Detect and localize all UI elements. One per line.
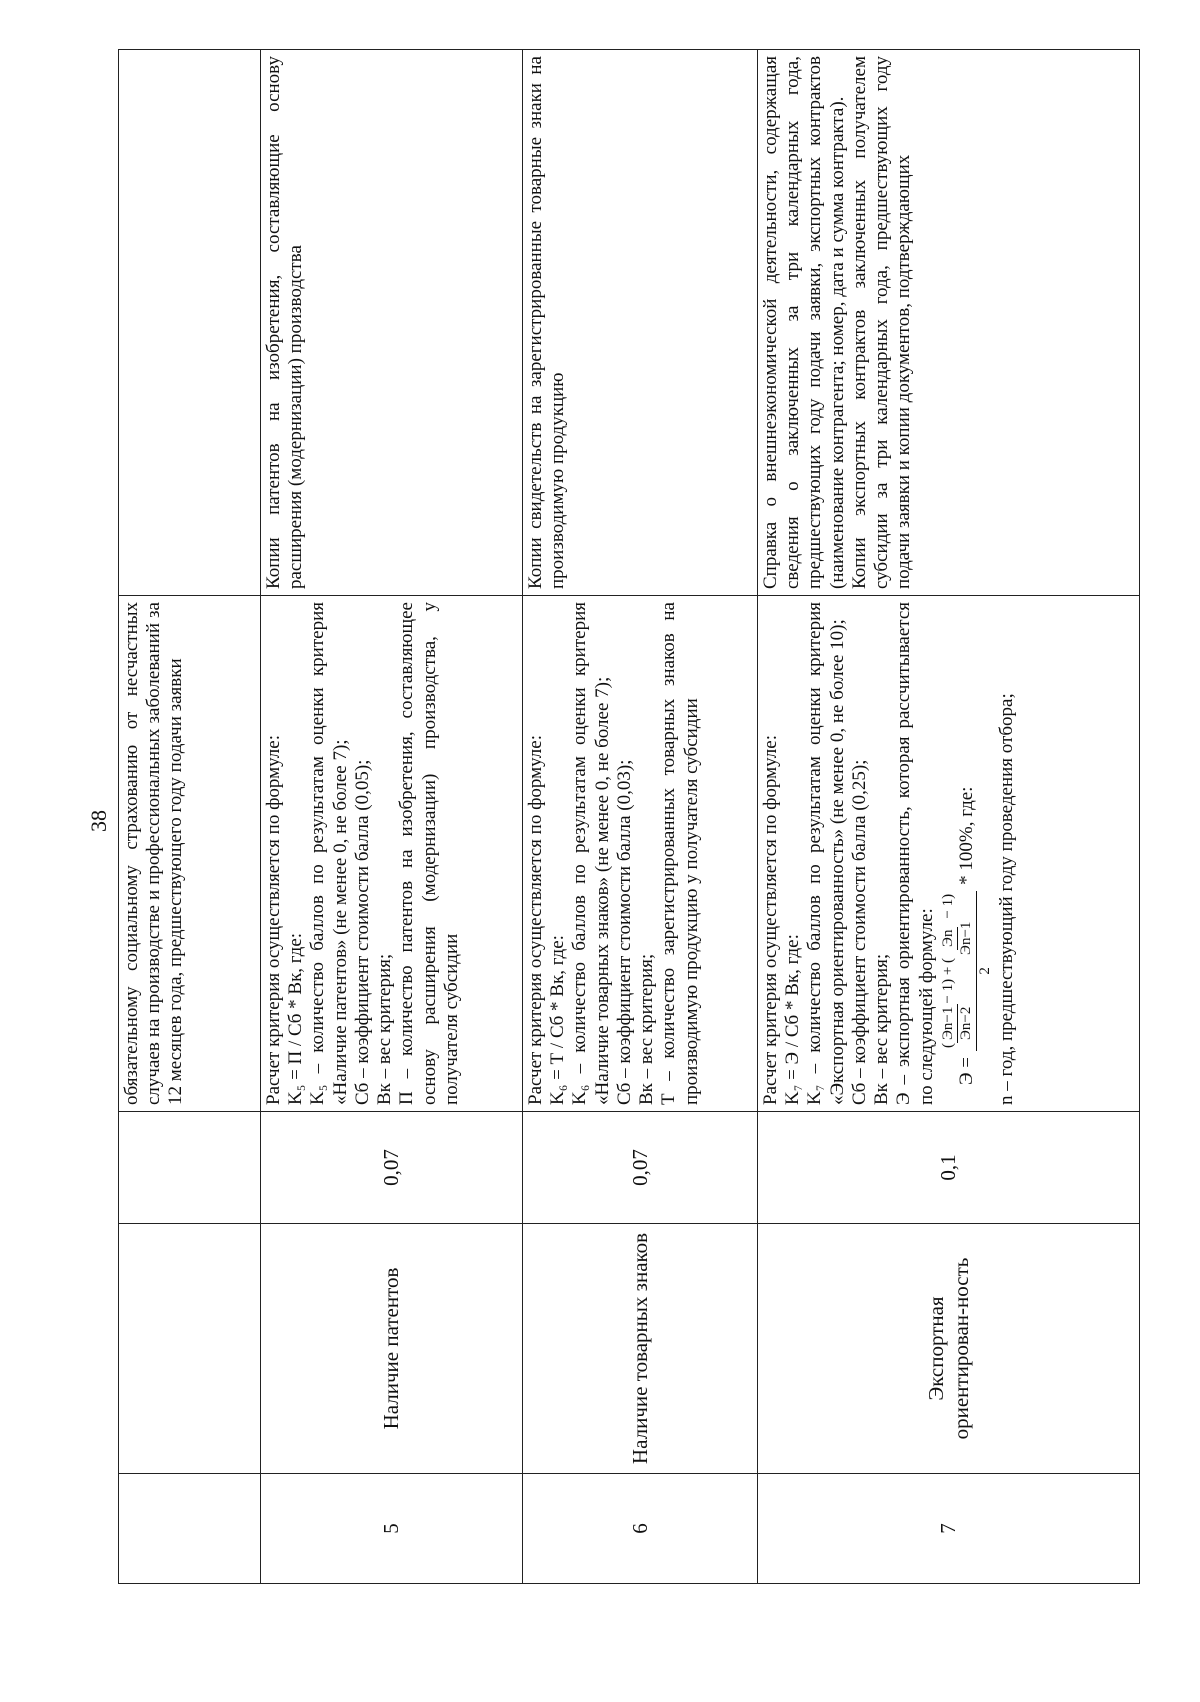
page-number: 38 bbox=[86, 810, 111, 832]
criterion-weight: 0,07 bbox=[523, 1112, 758, 1224]
formula-denominator: 2 bbox=[976, 967, 993, 975]
inner-fraction-a bbox=[940, 1004, 976, 1043]
weight-cell bbox=[119, 1112, 261, 1224]
inner-b-top: Эn bbox=[940, 927, 959, 950]
inner-fraction-b bbox=[940, 919, 976, 958]
table-row bbox=[261, 50, 523, 1584]
num-cell bbox=[119, 1474, 261, 1584]
method-line: Cб – коэффициент стоимости балла (0,05); bbox=[351, 759, 373, 1105]
documents-cell bbox=[758, 50, 1140, 596]
inner-a-bottom: Эn−2 bbox=[958, 1006, 975, 1040]
numerator-open: ( bbox=[939, 1042, 956, 1048]
formula-fraction bbox=[940, 891, 995, 1051]
method-line: K₅ = П / Cб * Bк, где: bbox=[285, 932, 307, 1105]
table-row bbox=[523, 50, 758, 1584]
name-cell bbox=[119, 1224, 261, 1474]
criterion-name: Экспортная ориентирован-ность bbox=[758, 1224, 1140, 1474]
method-line: K₇ – количество баллов по результатам оценки критерия «Экспортная ориентированность» (не менее 0, не более 10); bbox=[804, 602, 848, 1105]
export-formula bbox=[940, 602, 995, 1085]
continuation-text: обязательному социальному страхованию от несчастных случаев на производстве и профессиональных заболеваний за 12 месяцев года, предшествующего году подачи заявки bbox=[119, 596, 261, 1112]
method-line: Т – количество зарегистрированных товарных знаков на производимую продукцию у получателя субсидии bbox=[658, 602, 702, 1105]
numerator-mid: − 1) + ( bbox=[939, 957, 956, 1004]
formula-numerator bbox=[940, 891, 977, 1051]
method-cell bbox=[758, 596, 1140, 1112]
criterion-weight: 0,1 bbox=[758, 1112, 1140, 1224]
method-line: Расчет критерия осуществляется по формуле: bbox=[760, 735, 781, 1105]
table-row bbox=[119, 50, 261, 1584]
inner-b-bottom: Эn−1 bbox=[958, 921, 975, 955]
row-number: 7 bbox=[758, 1474, 1140, 1584]
method-line: Bк – вес критерия; bbox=[374, 953, 396, 1105]
method-cell bbox=[261, 596, 523, 1112]
method-line: Расчет критерия осуществляется по формуле: bbox=[525, 735, 546, 1105]
numerator-end: − 1) bbox=[939, 893, 956, 919]
method-line: K₅ – количество баллов по результатам оценки критерия «Наличие патентов» (не менее 0, не более 7); bbox=[307, 602, 351, 1105]
documents-text: Копии свидетельств на зарегистрированные товарные знаки на производимую продукцию bbox=[523, 50, 758, 596]
criteria-table bbox=[118, 49, 1140, 1584]
method-line: Э – экспортная ориентированность, которая рассчитывается по следующей формуле: bbox=[893, 602, 937, 1105]
documents-line: Справка о внешнеэкономической деятельности, содержащая сведения о заключенных за три календарных года, предшествующих году подачи заявки, экспортных контрактов (наименование контрагента; номер, дата и сумма контракта). bbox=[760, 56, 848, 589]
method-cell bbox=[523, 596, 758, 1112]
table-row bbox=[758, 50, 1140, 1584]
method-line: K₆ – количество баллов по результатам оценки критерия «Наличие товарных знаков» (не менее 0, не более 7); bbox=[569, 602, 613, 1105]
criterion-weight: 0,07 bbox=[261, 1112, 523, 1224]
method-line: Расчет критерия осуществляется по формуле: bbox=[263, 735, 284, 1105]
documents-line: Копии экспортных контрактов заключенных получателем субсидии за три календарных года, предшествующих году подачи заявки и копии документов, подтверждающих bbox=[848, 56, 915, 589]
criterion-name: Наличие патентов bbox=[261, 1224, 523, 1474]
method-line: Cб – коэффициент стоимости балла (0,03); bbox=[613, 759, 635, 1105]
inner-a-top: Эn−1 bbox=[940, 1004, 959, 1043]
formula-tail: * 100%, где: bbox=[955, 786, 977, 885]
documents-cell bbox=[119, 50, 261, 596]
documents-text: Копии патентов на изобретения, составляющие основу расширения (модернизации) производства bbox=[261, 50, 523, 596]
row-number: 5 bbox=[261, 1474, 523, 1584]
method-line: K₆ = Т / Cб * Bк, где: bbox=[547, 935, 569, 1105]
method-line: K₇ = Э / Cб * Bк, где: bbox=[782, 934, 804, 1105]
row-number: 6 bbox=[523, 1474, 758, 1584]
method-line: n – год, предшествующий году проведения отбора; bbox=[996, 693, 1018, 1105]
method-line: Bк – вес критерия; bbox=[871, 953, 893, 1105]
method-line: П – количество патентов на изобретения, составляющее основу расширения (модернизации) производства, у получателя субсидии bbox=[396, 602, 462, 1105]
method-line: Cб – коэффициент стоимости балла (0,25); bbox=[848, 759, 870, 1105]
method-line: Bк – вес критерия; bbox=[636, 953, 658, 1105]
criterion-name: Наличие товарных знаков bbox=[523, 1224, 758, 1474]
formula-lhs: Э = bbox=[955, 1056, 977, 1085]
